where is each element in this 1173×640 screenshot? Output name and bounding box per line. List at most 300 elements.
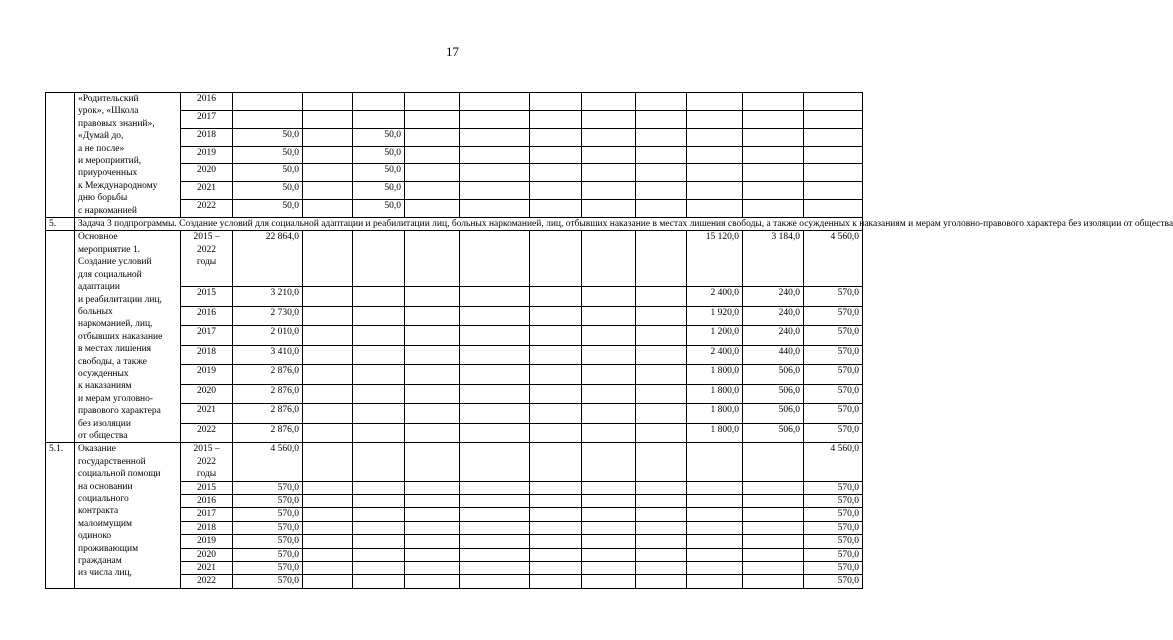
activity-name-line: «Думай до, xyxy=(78,131,124,142)
amount-cell xyxy=(743,443,804,481)
amount-cell xyxy=(303,110,353,128)
amount-cell: 3 410,0 xyxy=(233,345,303,365)
amount-cell xyxy=(303,200,353,218)
amount-cell xyxy=(353,481,405,494)
year-line: 2017 xyxy=(197,111,216,122)
amount-cell xyxy=(353,93,405,111)
amount-cell xyxy=(743,521,804,534)
amount-cell xyxy=(687,110,743,128)
amount-cell xyxy=(405,548,460,561)
amount-cell xyxy=(405,404,460,424)
amount-cell: 570,0 xyxy=(233,562,303,575)
year-cell xyxy=(181,146,233,164)
amount-cell xyxy=(353,110,405,128)
amount-cell: 570,0 xyxy=(233,575,303,588)
amount-cell xyxy=(687,146,743,164)
amount-cell: 1 800,0 xyxy=(687,423,743,443)
year-line: 2022 xyxy=(197,244,216,255)
year-cell xyxy=(181,548,233,561)
activity-name-line: Оказание xyxy=(78,444,116,455)
amount-cell xyxy=(687,508,743,521)
amount-cell: 506,0 xyxy=(743,404,804,424)
year-line: 2015 – xyxy=(193,444,220,455)
amount-cell xyxy=(743,93,804,111)
year-line: 2016 xyxy=(197,496,216,506)
amount-cell xyxy=(743,128,804,146)
amount-cell: 570,0 xyxy=(804,384,863,404)
amount-cell xyxy=(233,93,303,111)
amount-cell xyxy=(303,508,353,521)
amount-cell xyxy=(303,231,353,287)
amount-cell xyxy=(353,384,405,404)
amount-cell xyxy=(405,575,460,588)
activity-name-cell xyxy=(75,231,181,443)
amount-cell xyxy=(353,231,405,287)
amount-cell: 506,0 xyxy=(743,365,804,385)
amount-cell xyxy=(353,575,405,588)
year-cell xyxy=(181,110,233,128)
amount-cell: 22 864,0 xyxy=(233,231,303,287)
amount-cell xyxy=(743,562,804,575)
amount-cell xyxy=(353,535,405,548)
amount-cell xyxy=(530,562,582,575)
amount-cell xyxy=(743,200,804,218)
amount-cell: 50,0 xyxy=(233,182,303,200)
amount-cell: 50,0 xyxy=(353,128,405,146)
activity-name-line: социальной помощи xyxy=(78,469,161,480)
amount-cell xyxy=(636,548,687,561)
amount-cell xyxy=(460,575,530,588)
amount-cell: 570,0 xyxy=(233,521,303,534)
amount-cell xyxy=(353,508,405,521)
year-line: 2015 – xyxy=(193,232,220,243)
activity-name-line: без изоляции xyxy=(78,418,131,429)
amount-cell: 570,0 xyxy=(804,575,863,588)
year-line: 2016 xyxy=(197,307,216,318)
amount-cell xyxy=(530,481,582,494)
amount-cell xyxy=(460,110,530,128)
amount-cell xyxy=(582,231,636,287)
amount-cell: 506,0 xyxy=(743,384,804,404)
amount-cell xyxy=(460,200,530,218)
amount-cell xyxy=(636,508,687,521)
activity-name-line: урок», «Школа xyxy=(78,106,139,117)
amount-cell: 570,0 xyxy=(804,345,863,365)
year-line: 2015 xyxy=(197,482,216,493)
amount-cell: 50,0 xyxy=(233,146,303,164)
amount-cell xyxy=(636,287,687,307)
amount-cell xyxy=(353,562,405,575)
amount-cell: 4 560,0 xyxy=(233,443,303,481)
amount-cell xyxy=(303,535,353,548)
amount-cell: 1 200,0 xyxy=(687,326,743,346)
amount-cell xyxy=(405,481,460,494)
amount-cell xyxy=(460,521,530,534)
amount-cell xyxy=(405,200,460,218)
year-line: 2015 xyxy=(197,288,216,299)
amount-cell xyxy=(405,326,460,346)
amount-cell xyxy=(804,146,863,164)
amount-cell xyxy=(460,495,530,508)
amount-cell xyxy=(582,93,636,111)
amount-cell xyxy=(405,231,460,287)
amount-cell: 570,0 xyxy=(804,495,863,508)
amount-cell xyxy=(530,231,582,287)
amount-cell xyxy=(530,365,582,385)
amount-cell xyxy=(530,287,582,307)
amount-cell: 570,0 xyxy=(233,481,303,494)
amount-cell xyxy=(405,146,460,164)
year-cell xyxy=(181,495,233,508)
amount-cell xyxy=(303,423,353,443)
amount-cell: 570,0 xyxy=(804,404,863,424)
year-line: 2022 xyxy=(197,576,216,587)
year-line: 2018 xyxy=(197,346,216,357)
amount-cell: 570,0 xyxy=(804,365,863,385)
row-number-cell: 5.1. xyxy=(46,443,75,588)
amount-cell xyxy=(582,110,636,128)
amount-cell xyxy=(530,404,582,424)
amount-cell xyxy=(405,562,460,575)
amount-cell xyxy=(303,306,353,326)
amount-cell xyxy=(743,110,804,128)
amount-cell xyxy=(530,548,582,561)
amount-cell: 2 876,0 xyxy=(233,404,303,424)
activity-name-cell xyxy=(75,93,181,218)
activity-name-line: мероприятие 1. xyxy=(78,244,140,255)
amount-cell xyxy=(804,110,863,128)
amount-cell xyxy=(582,535,636,548)
amount-cell xyxy=(582,495,636,508)
amount-cell xyxy=(530,495,582,508)
amount-cell xyxy=(405,128,460,146)
amount-cell xyxy=(303,384,353,404)
activity-name-line: одиноко xyxy=(78,531,112,542)
amount-cell xyxy=(233,110,303,128)
amount-cell xyxy=(303,521,353,534)
amount-cell xyxy=(582,423,636,443)
amount-cell xyxy=(687,200,743,218)
amount-cell xyxy=(353,521,405,534)
task-row xyxy=(46,218,863,231)
year-cell xyxy=(181,365,233,385)
year-cell xyxy=(181,93,233,111)
amount-cell: 570,0 xyxy=(233,495,303,508)
amount-cell xyxy=(687,562,743,575)
amount-cell: 50,0 xyxy=(233,128,303,146)
amount-cell xyxy=(303,164,353,182)
amount-cell xyxy=(687,182,743,200)
amount-cell xyxy=(460,231,530,287)
amount-cell xyxy=(405,345,460,365)
amount-cell xyxy=(405,110,460,128)
amount-cell xyxy=(460,306,530,326)
amount-cell xyxy=(530,384,582,404)
activity-name-line: и реабилитации лиц, xyxy=(78,294,162,305)
amount-cell: 570,0 xyxy=(233,548,303,561)
amount-cell xyxy=(582,345,636,365)
amount-cell xyxy=(743,495,804,508)
amount-cell xyxy=(636,535,687,548)
amount-cell: 570,0 xyxy=(233,535,303,548)
amount-cell: 50,0 xyxy=(233,200,303,218)
year-cell xyxy=(181,306,233,326)
task-description-cell: Задача 3 подпрограммы. Создание условий для социальной адаптации и реабилитации лиц, больных наркоманией, лиц, отбывших наказание в местах лишения свободы, а также осужденных к наказаниям и мерам уголовно-правового характера без изоляции от общества xyxy=(75,218,863,231)
amount-cell xyxy=(460,508,530,521)
amount-cell xyxy=(460,287,530,307)
year-line: годы xyxy=(196,257,217,268)
amount-cell xyxy=(636,575,687,588)
amount-cell xyxy=(687,495,743,508)
amount-cell: 50,0 xyxy=(353,200,405,218)
amount-cell xyxy=(582,404,636,424)
amount-cell xyxy=(582,200,636,218)
amount-cell xyxy=(636,345,687,365)
amount-cell: 570,0 xyxy=(804,562,863,575)
activity-name-line: свободы, а также xyxy=(78,356,148,367)
amount-cell: 15 120,0 xyxy=(687,231,743,287)
year-line: 2020 xyxy=(197,165,216,176)
year-line: годы xyxy=(196,469,217,480)
year-line: 2022 xyxy=(197,201,216,212)
amount-cell: 50,0 xyxy=(353,146,405,164)
year-cell xyxy=(181,562,233,575)
amount-cell xyxy=(460,443,530,481)
activity-name-line: к Международному xyxy=(78,180,158,191)
amount-cell xyxy=(460,535,530,548)
activity-name-line: для социальной xyxy=(78,269,142,280)
activity-name-line: на основании xyxy=(78,481,133,492)
year-cell xyxy=(181,231,233,287)
amount-cell xyxy=(405,535,460,548)
amount-cell xyxy=(804,93,863,111)
year-line: 2018 xyxy=(197,129,216,140)
amount-cell xyxy=(530,326,582,346)
amount-cell xyxy=(530,146,582,164)
amount-cell xyxy=(353,423,405,443)
year-cell xyxy=(181,164,233,182)
amount-cell: 2 010,0 xyxy=(233,326,303,346)
amount-cell: 2 876,0 xyxy=(233,423,303,443)
year-line: 2019 xyxy=(197,147,216,158)
amount-cell: 2 876,0 xyxy=(233,365,303,385)
amount-cell xyxy=(636,481,687,494)
year-cell xyxy=(181,481,233,494)
amount-cell xyxy=(636,146,687,164)
amount-cell: 3 210,0 xyxy=(233,287,303,307)
activity-name-line: к наказаниям xyxy=(78,381,132,392)
row-number-cell xyxy=(46,231,75,443)
amount-cell: 570,0 xyxy=(804,287,863,307)
amount-cell xyxy=(303,182,353,200)
amount-cell xyxy=(303,287,353,307)
amount-cell xyxy=(303,562,353,575)
amount-cell xyxy=(636,384,687,404)
amount-cell xyxy=(303,128,353,146)
activity-name-line: в местах лишения xyxy=(78,344,152,355)
activity-name-line: приуроченных xyxy=(78,168,138,179)
year-cell xyxy=(181,200,233,218)
activity-name-line: малоимущим xyxy=(78,518,132,529)
amount-cell xyxy=(353,345,405,365)
year-line: 2017 xyxy=(197,509,216,520)
amount-cell xyxy=(530,575,582,588)
amount-cell xyxy=(353,443,405,481)
year-line: 2016 xyxy=(197,94,216,104)
amount-cell: 1 800,0 xyxy=(687,365,743,385)
amount-cell: 506,0 xyxy=(743,423,804,443)
year-cell xyxy=(181,182,233,200)
year-line: 2020 xyxy=(197,549,216,560)
table-row xyxy=(46,443,863,481)
amount-cell xyxy=(405,93,460,111)
amount-cell xyxy=(460,164,530,182)
activity-name-line: «Родительский xyxy=(78,94,139,104)
amount-cell: 240,0 xyxy=(743,326,804,346)
amount-cell xyxy=(687,481,743,494)
amount-cell xyxy=(405,384,460,404)
amount-cell xyxy=(804,164,863,182)
amount-cell xyxy=(353,495,405,508)
amount-cell xyxy=(460,404,530,424)
amount-cell xyxy=(636,231,687,287)
amount-cell xyxy=(687,128,743,146)
amount-cell xyxy=(743,481,804,494)
amount-cell xyxy=(353,365,405,385)
amount-cell xyxy=(405,508,460,521)
table-row xyxy=(46,231,863,287)
activity-name-line: дню борьбы xyxy=(78,193,128,204)
amount-cell xyxy=(530,345,582,365)
activity-name-line: Создание условий xyxy=(78,257,152,268)
amount-cell xyxy=(582,521,636,534)
amount-cell xyxy=(460,345,530,365)
amount-cell xyxy=(582,575,636,588)
amount-cell: 4 560,0 xyxy=(804,443,863,481)
amount-cell xyxy=(303,481,353,494)
year-cell xyxy=(181,535,233,548)
year-line: 2021 xyxy=(197,405,216,416)
amount-cell: 50,0 xyxy=(353,164,405,182)
amount-cell xyxy=(582,128,636,146)
amount-cell: 570,0 xyxy=(804,535,863,548)
year-cell xyxy=(181,575,233,588)
amount-cell xyxy=(530,164,582,182)
activity-name-line: проживающим xyxy=(78,543,139,554)
amount-cell xyxy=(636,306,687,326)
amount-cell xyxy=(405,521,460,534)
amount-cell: 570,0 xyxy=(233,508,303,521)
amount-cell xyxy=(405,365,460,385)
amount-cell xyxy=(804,182,863,200)
amount-cell xyxy=(687,164,743,182)
activity-name-line: социального xyxy=(78,494,129,504)
amount-cell: 570,0 xyxy=(804,548,863,561)
year-line: 2017 xyxy=(197,327,216,338)
amount-cell xyxy=(303,548,353,561)
amount-cell xyxy=(530,128,582,146)
year-cell xyxy=(181,423,233,443)
activity-name-line: Основное xyxy=(78,232,118,243)
year-line: 2022 xyxy=(197,456,216,467)
amount-cell xyxy=(460,146,530,164)
page-number: 17 xyxy=(446,44,459,59)
amount-cell xyxy=(530,93,582,111)
amount-cell xyxy=(582,287,636,307)
amount-cell: 3 184,0 xyxy=(743,231,804,287)
amount-cell xyxy=(460,384,530,404)
year-line: 2021 xyxy=(197,563,216,574)
amount-cell xyxy=(530,423,582,443)
amount-cell: 570,0 xyxy=(804,306,863,326)
amount-cell xyxy=(582,481,636,494)
activity-name-line: и мерам уголовно- xyxy=(78,393,154,404)
amount-cell: 4 560,0 xyxy=(804,231,863,287)
amount-cell xyxy=(530,182,582,200)
amount-cell xyxy=(530,306,582,326)
amount-cell: 1 800,0 xyxy=(687,384,743,404)
amount-cell: 50,0 xyxy=(353,182,405,200)
amount-cell xyxy=(687,93,743,111)
year-line: 2022 xyxy=(197,424,216,435)
activity-name-line: а не после» xyxy=(78,143,125,154)
amount-cell xyxy=(405,287,460,307)
amount-cell: 570,0 xyxy=(804,481,863,494)
amount-cell xyxy=(353,306,405,326)
amount-cell xyxy=(687,535,743,548)
amount-cell xyxy=(303,345,353,365)
amount-cell xyxy=(530,535,582,548)
amount-cell xyxy=(582,182,636,200)
amount-cell xyxy=(460,481,530,494)
amount-cell: 1 920,0 xyxy=(687,306,743,326)
amount-cell xyxy=(636,164,687,182)
amount-cell xyxy=(303,326,353,346)
amount-cell: 440,0 xyxy=(743,345,804,365)
amount-cell xyxy=(303,575,353,588)
activity-name-line: наркоманией, лиц, xyxy=(78,319,153,330)
table-row xyxy=(46,93,863,111)
amount-cell: 570,0 xyxy=(804,326,863,346)
year-line: 2019 xyxy=(197,536,216,547)
amount-cell xyxy=(530,443,582,481)
amount-cell xyxy=(460,548,530,561)
year-cell xyxy=(181,326,233,346)
amount-cell: 2 400,0 xyxy=(687,287,743,307)
amount-cell xyxy=(636,326,687,346)
amount-cell xyxy=(303,146,353,164)
activity-name-line: адаптации xyxy=(78,282,120,293)
amount-cell xyxy=(636,404,687,424)
amount-cell xyxy=(460,365,530,385)
year-cell xyxy=(181,404,233,424)
row-number-cell: 5. xyxy=(46,218,75,231)
year-cell xyxy=(181,287,233,307)
amount-cell xyxy=(582,443,636,481)
amount-cell xyxy=(687,575,743,588)
year-cell xyxy=(181,521,233,534)
activity-name-line: правовых знаний», xyxy=(78,118,155,129)
budget-table xyxy=(45,92,1173,589)
amount-cell xyxy=(353,287,405,307)
amount-cell xyxy=(582,508,636,521)
amount-cell xyxy=(636,443,687,481)
amount-cell xyxy=(804,200,863,218)
year-line: 2019 xyxy=(197,366,216,377)
amount-cell xyxy=(460,128,530,146)
amount-cell: 50,0 xyxy=(233,164,303,182)
amount-cell xyxy=(743,575,804,588)
